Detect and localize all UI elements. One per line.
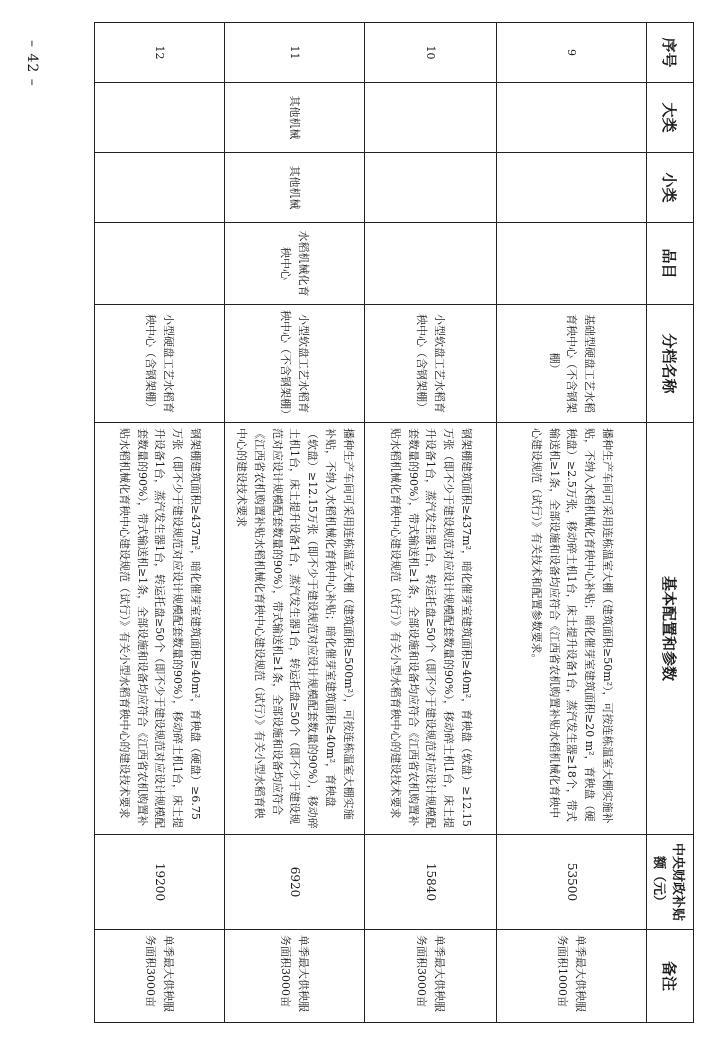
cell-subcategory: 其他机械 bbox=[225, 153, 365, 223]
cell-no: 11 bbox=[225, 23, 365, 83]
rotated-table-inner bbox=[100, 22, 694, 1022]
cell-tier: 小型软盘工艺水稻育秧中心（不含钢架棚） bbox=[225, 305, 365, 423]
header-config: 基本配置和参数 bbox=[647, 423, 694, 835]
cell-category bbox=[497, 83, 647, 153]
subsidy-table bbox=[94, 22, 694, 1023]
cell-subsidy: 53500 bbox=[497, 835, 647, 930]
header-subsidy: 中央财政补贴额（元） bbox=[647, 835, 694, 930]
table-row bbox=[497, 23, 647, 1023]
page-number: – 42 – bbox=[24, 40, 40, 87]
cell-config: 钢架棚建筑面积≥437m²，暗化催芽室建筑面积≥40m²，育秧盘（软盘）≥12.15万张（即不少于建设规范对应设计规模配套数量的90%），移动碎土机1台，床土提升设备1台，蒸汽发生器1台，转运托盘≥50个（即不少于建设规范对应设计规模配套数量的90%），带式输送机≥1条，全部设施和设备均应符合《江西省农机购置补贴水稻机械化育秧中心建设规范（试行）》有关小型水稻育秧中心的建设技术要求 bbox=[365, 423, 497, 835]
cell-no: 10 bbox=[365, 23, 497, 83]
header-item: 品目 bbox=[647, 223, 694, 305]
table-header-row bbox=[647, 23, 694, 1023]
cell-remark: 单季最大供秧服务面积3000亩 bbox=[365, 930, 497, 1023]
cell-item: 水稻机械化育秧中心 bbox=[225, 223, 365, 305]
header-tier: 分档名称 bbox=[647, 305, 694, 423]
header-remark: 备注 bbox=[647, 930, 694, 1023]
cell-config: 播种生产车间可采用连栋温室大棚（建筑面积≥50m²），可按连栋温室大棚实施补贴，不纳入水稻机械化育秧中心补贴；暗化催芽室建筑面积≥20 m²，育秧盘（硬秧盘）≥2.5万张，移动碎土机1台，床土提升设备1台，蒸汽发生器≥18个，带式输送机≥1条，全部设施和设备均应符合《江西省农机购置补贴水稻机械化育秧中心建设规范（试行）》有关技术和配置参数要求。 bbox=[497, 423, 647, 835]
cell-subsidy: 15840 bbox=[365, 835, 497, 930]
table-row bbox=[95, 23, 225, 1023]
cell-category: 其他机械 bbox=[225, 83, 365, 153]
cell-subcategory bbox=[95, 153, 225, 223]
cell-remark: 单季最大供秧服务面积3000亩 bbox=[225, 930, 365, 1023]
cell-category bbox=[365, 83, 497, 153]
cell-subsidy: 6920 bbox=[225, 835, 365, 930]
rotated-table-wrapper bbox=[100, 22, 694, 1022]
cell-subsidy: 19200 bbox=[95, 835, 225, 930]
cell-remark: 单季最大供秧服务面积3000亩 bbox=[95, 930, 225, 1023]
cell-no: 9 bbox=[497, 23, 647, 83]
cell-category bbox=[95, 83, 225, 153]
header-category: 大类 bbox=[647, 83, 694, 153]
cell-tier: 小型硬盘工艺水稻育秧中心（含钢架棚） bbox=[95, 305, 225, 423]
cell-config: 钢架棚建筑面积≥437m²，暗化催芽室建筑面积≥40m²，育秧盘（硬盘）≥6.75万张（即不少于建设规范对应设计规模配套数量的90%），移动碎土机1台，床土提升设备1台，蒸汽发生器1台，转运托盘≥50个（即不少于建设规范对应设计规模配套数量的90%），带式输送机≥1条，全部设施和设备均应符合《江西省农机购置补贴水稻机械化育秧中心建设规范（试行）》有关小型水稻育秧中心的建设技术要求 bbox=[95, 423, 225, 835]
table-row bbox=[365, 23, 497, 1023]
cell-remark: 单季最大供秧服务面积1000亩 bbox=[497, 930, 647, 1023]
cell-subcategory bbox=[497, 153, 647, 223]
cell-item bbox=[365, 223, 497, 305]
cell-no: 12 bbox=[95, 23, 225, 83]
cell-subcategory bbox=[365, 153, 497, 223]
cell-item bbox=[95, 223, 225, 305]
cell-tier: 小型软盘工艺水稻育秧中心（含钢架棚） bbox=[365, 305, 497, 423]
cell-item bbox=[497, 223, 647, 305]
header-no: 序号 bbox=[647, 23, 694, 83]
header-subcategory: 小类 bbox=[647, 153, 694, 223]
cell-tier: 基础型硬盘工艺水稻育秧中心（不含钢架棚） bbox=[497, 305, 647, 423]
table-row bbox=[225, 23, 365, 1023]
cell-config: 播种生产车间可采用连栋温室大棚（建筑面积≥500m²），可按连栋温室大棚实施补贴，不纳入水稻机械化育秧中心补贴；暗化催芽室建筑面积≥40m²，育秧盘（软盘）≥12.15万张（即不少于建设规范对应设计规模配套数量的90%），移动碎土机1台，床土提升设备1台，蒸汽发生器1台，转运托盘≥50个（即不少于建设规范对应设计规模配套数量的90%），带式输送机≥1条，全部设施和设备均应符合《江西省农机购置补贴水稻机械化育秧中心建设规范（试行）》有关小型水稻育秧中心的建设技术要求 bbox=[225, 423, 365, 835]
